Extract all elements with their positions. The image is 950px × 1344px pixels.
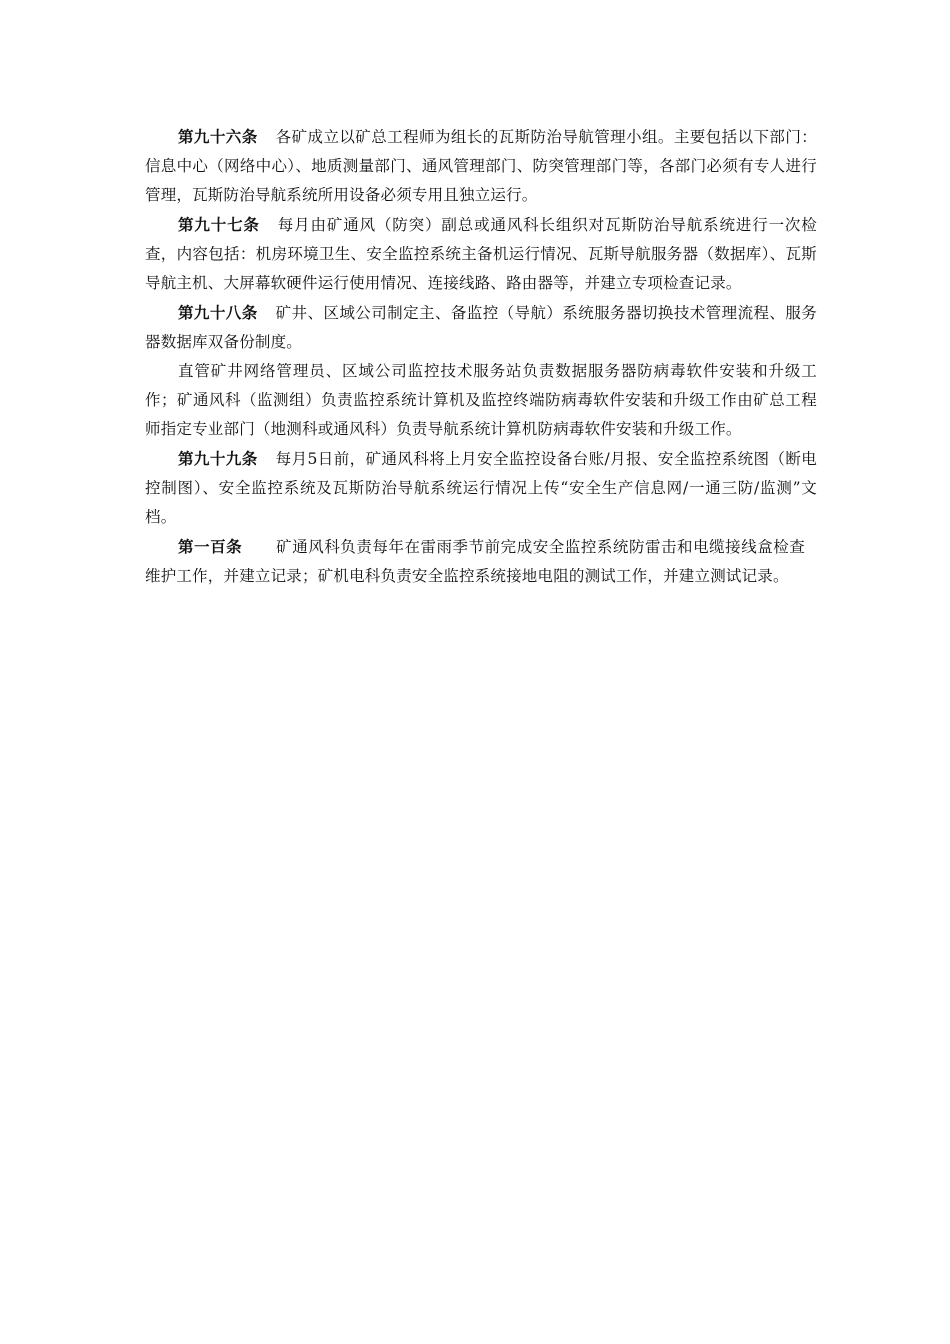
article-text: 直管矿井网络管理员、区域公司监控技术服务站负责数据服务器防病毒软件安装和升级工作；矿通风科（监测组）负责监控系统计算机及监控终端防病毒软件安装和升级工作由矿总工程师指定专业部门（地测科或通风科）负责导航系统计算机防病毒软件安装和升级工作。: [145, 362, 817, 438]
article-number: 第九十九条: [178, 449, 258, 468]
article-number: 第九十八条: [178, 303, 258, 322]
article-number: 第九十七条: [178, 215, 260, 234]
article-98: [145, 298, 817, 357]
article-96: [145, 122, 817, 210]
article-text: 矿通风科负责每年在雷雨季节前完成安全监控系统防雷击和电缆接线盒检查维护工作，并建立记录；矿机电科负责安全监控系统接地电阻的测试工作，并建立测试记录。: [145, 538, 805, 585]
article-99: [145, 444, 817, 532]
article-text: 各矿成立以矿总工程师为组长的瓦斯防治导航管理小组。主要包括以下部门：信息中心（网络中心）、地质测量部门、通风管理部门、防突管理部门等，各部门必须有专人进行管理，瓦斯防治导航系统所用设备必须专用且独立运行。: [145, 128, 817, 204]
article-text: 每月由矿通风（防突）副总或通风科长组织对瓦斯防治导航系统进行一次检查，内容包括：机房环境卫生、安全监控系统主备机运行情况、瓦斯导航服务器（数据库）、瓦斯导航主机、大屏幕软硬件运行使用情况、连接线路、路由器等，并建立专项检查记录。: [145, 216, 817, 292]
article-97: [145, 210, 817, 298]
article-number: 第一百条: [178, 537, 243, 556]
article-number: 第九十六条: [178, 127, 258, 146]
document-body: [145, 122, 817, 591]
article-text: 每月5日前，矿通风科将上月安全监控设备台账/月报、安全监控系统图（断电控制图）、安全监控系统及瓦斯防治导航系统运行情况上传“安全生产信息网/一通三防/监测”文档。: [145, 450, 817, 526]
article-100: [145, 532, 805, 591]
article-text: 矿井、区域公司制定主、备监控（导航）系统服务器切换技术管理流程、服务器数据库双备份制度。: [145, 304, 817, 351]
article-98-paragraph-2: [145, 357, 817, 444]
